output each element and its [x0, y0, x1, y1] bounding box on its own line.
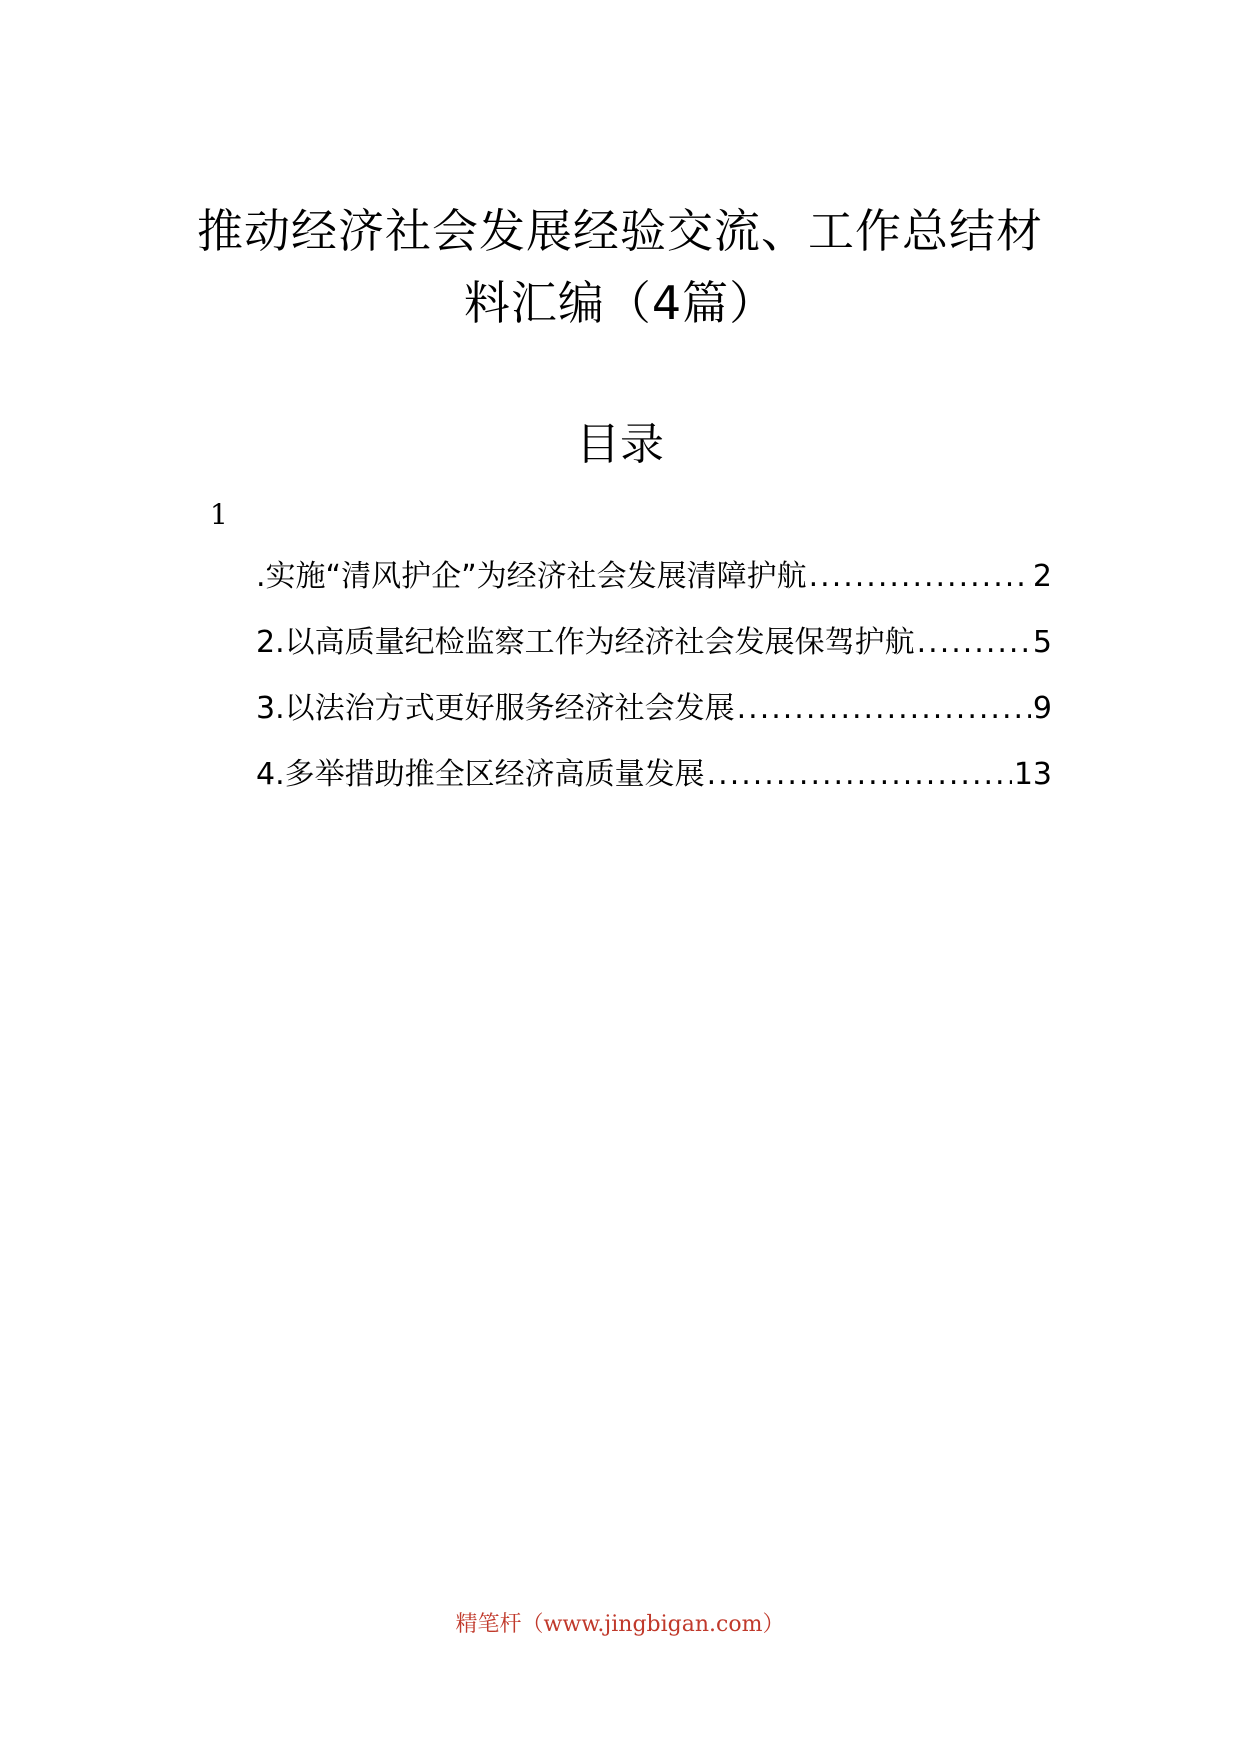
- toc-entry-page: 13: [1013, 757, 1052, 792]
- footer-watermark: 精笔杆（www.jingbigan.com）: [455, 1612, 785, 1637]
- toc-entry-page: 2: [1032, 559, 1052, 594]
- toc-entry-3[interactable]: [256, 687, 1052, 753]
- toc-entry-title: 2.以高质量纪检监察工作为经济社会发展保驾护航: [256, 625, 915, 660]
- toc-entry-4[interactable]: [256, 753, 1052, 819]
- toc-entry-1[interactable]: [256, 555, 1052, 621]
- toc-dot-leader: [737, 687, 1031, 731]
- table-of-contents: [256, 555, 1052, 819]
- toc-entry-page: 5: [1032, 625, 1052, 660]
- toc-entry-2[interactable]: [256, 621, 1052, 687]
- document-title-line-1: 推动经济社会发展经验交流、工作总结材: [197, 204, 1043, 258]
- toc-heading: 目录: [576, 419, 664, 470]
- toc-entry-page: 9: [1032, 691, 1052, 726]
- toc-entry-title: 3.以法治方式更好服务经济社会发展: [256, 691, 735, 726]
- document-title: [190, 195, 1050, 339]
- page-number-marker: 1: [210, 498, 228, 531]
- toc-dot-leader: [917, 621, 1031, 665]
- document-title-line-2: 料汇编（4篇）: [463, 276, 777, 330]
- toc-entry-title: .实施“清风护企”为经济社会发展清障护航: [256, 559, 807, 594]
- toc-dot-leader: [809, 555, 1031, 599]
- toc-entry-title: 4.多举措助推全区经济高质量发展: [256, 757, 705, 792]
- toc-dot-leader: [707, 753, 1012, 797]
